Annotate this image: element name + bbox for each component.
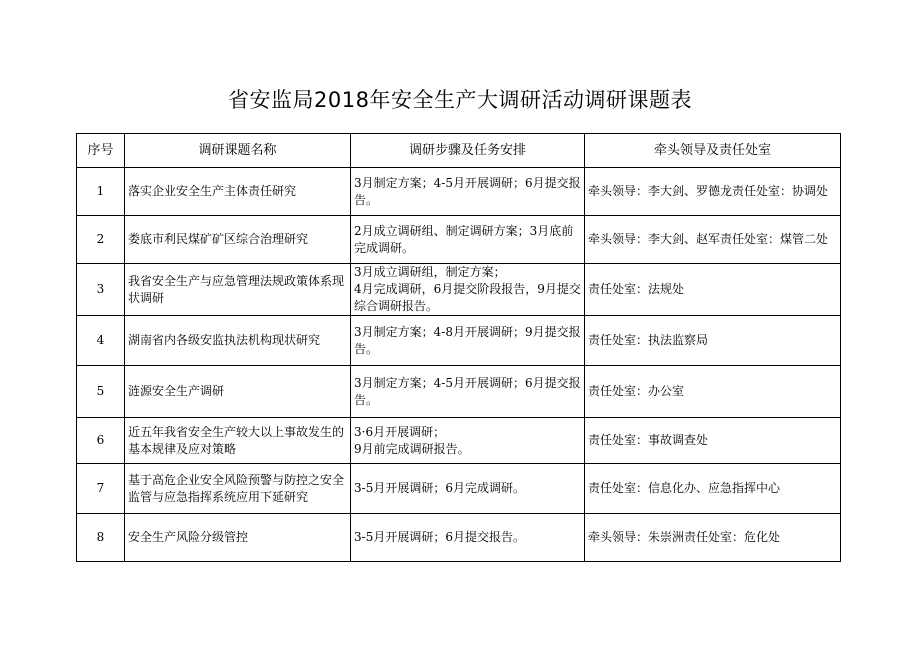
row-no: 8 — [77, 514, 125, 562]
row-no: 2 — [77, 216, 125, 264]
step-line: 4月完成调研，6月提交阶段报告，9月提交综合调研报告。 — [354, 282, 581, 313]
table-row — [77, 366, 841, 418]
row-steps — [351, 366, 585, 418]
row-no: 7 — [77, 464, 125, 514]
row-lead: 责任处室：执法监察局 — [585, 316, 841, 366]
header-lead: 牵头领导及责任处室 — [585, 134, 841, 168]
page-title: 省安监局2018年安全生产大调研活动调研课题表 — [228, 88, 692, 112]
row-no: 6 — [77, 418, 125, 464]
row-steps — [351, 316, 585, 366]
table-row — [77, 464, 841, 514]
step-line: 3月成立调研组，制定方案； — [354, 265, 506, 279]
step-line: 3-5月开展调研；6月提交报告。 — [354, 530, 525, 544]
row-lead: 牵头领导：朱崇洲责任处室：危化处 — [585, 514, 841, 562]
research-topics-table — [76, 133, 841, 562]
step-line: 3-5月开展调研；6月完成调研。 — [354, 481, 525, 495]
row-lead: 牵头领导：李大剑、赵军责任处室：煤管二处 — [585, 216, 841, 264]
row-steps — [351, 264, 585, 316]
step-line: 3·6月开展调研； — [354, 424, 446, 439]
table-row — [77, 418, 841, 464]
row-topic: 娄底市利民煤矿矿区综合治理研究 — [125, 216, 351, 264]
row-topic: 安全生产风险分级管控 — [125, 514, 351, 562]
table-row — [77, 316, 841, 366]
row-steps — [351, 168, 585, 216]
step-line: 3月制定方案；4-5月开展调研；6月提交报告。 — [354, 375, 581, 407]
table-header-row — [77, 134, 841, 168]
row-lead: 责任处室：信息化办、应急指挥中心 — [585, 464, 841, 514]
row-topic: 我省安全生产与应急管理法规政策体系现状调研 — [125, 264, 351, 316]
step-line: 9月前完成调研报告。 — [354, 441, 470, 456]
row-topic: 近五年我省安全生产较大以上事故发生的基本规律及应对策略 — [125, 418, 351, 464]
row-topic: 基于高危企业安全风险预警与防控之安全监管与应急指挥系统应用下延研究 — [125, 464, 351, 514]
row-topic: 落实企业安全生产主体责任研究 — [125, 168, 351, 216]
step-line: 3月制定方案；4-5月开展调研；6月提交报告。 — [354, 175, 581, 207]
header-no: 序号 — [77, 134, 125, 168]
row-topic: 涟源安全生产调研 — [125, 366, 351, 418]
row-steps — [351, 514, 585, 562]
table-row — [77, 216, 841, 264]
table-row — [77, 168, 841, 216]
row-steps — [351, 418, 585, 464]
row-no: 1 — [77, 168, 125, 216]
header-steps: 调研步骤及任务安排 — [351, 134, 585, 168]
table-row — [77, 514, 841, 562]
row-lead: 责任处室：法规处 — [585, 264, 841, 316]
row-no: 3 — [77, 264, 125, 316]
row-no: 5 — [77, 366, 125, 418]
header-topic: 调研课题名称 — [125, 134, 351, 168]
row-topic: 湖南省内各级安监执法机构现状研究 — [125, 316, 351, 366]
row-no: 4 — [77, 316, 125, 366]
step-line: 3月制定方案；4-8月开展调研；9月提交报告。 — [354, 324, 581, 356]
step-line: 2月成立调研组、制定调研方案；3月底前完成调研。 — [354, 223, 574, 255]
table-row — [77, 264, 841, 316]
row-steps — [351, 216, 585, 264]
row-lead: 责任处室：事故调查处 — [585, 418, 841, 464]
row-steps — [351, 464, 585, 514]
row-lead: 责任处室：办公室 — [585, 366, 841, 418]
row-lead: 牵头领导：李大剑、罗德龙责任处室：协调处 — [585, 168, 841, 216]
